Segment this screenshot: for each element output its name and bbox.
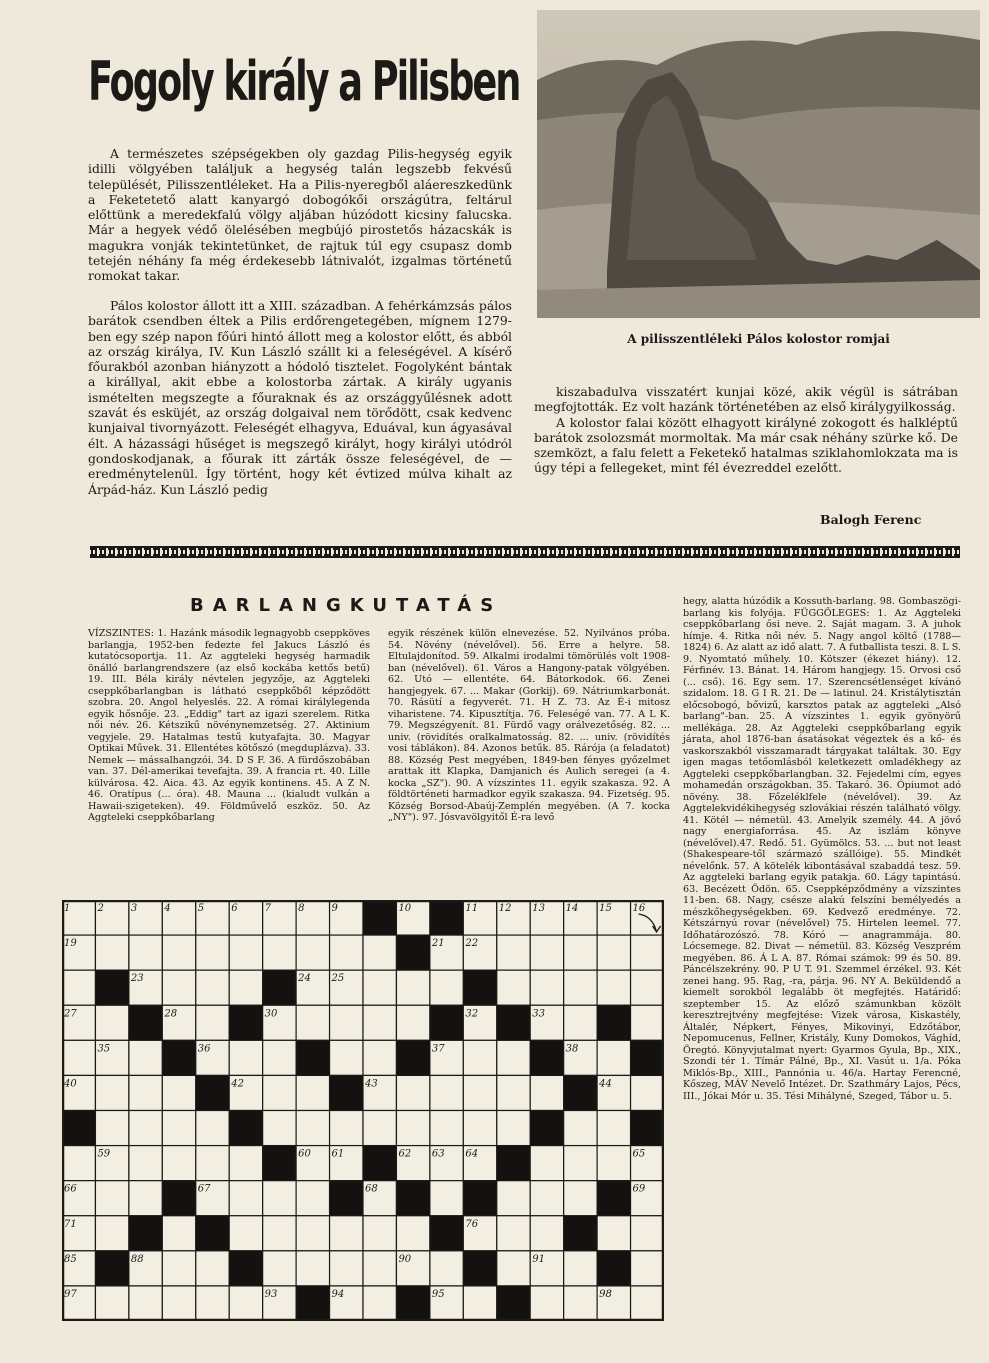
grid-block [463,1181,496,1216]
cell-number: 1 [64,903,71,914]
cell-number: 69 [632,1183,646,1195]
cell-number: 25 [331,973,345,985]
grid-cell[interactable] [597,1040,630,1075]
cell-number: 62 [398,1148,412,1160]
grid-cell[interactable] [296,1251,329,1286]
cell-number: 22 [465,938,479,950]
grid-cell[interactable] [263,1075,296,1110]
grid-cell[interactable] [129,1111,162,1146]
cell-number: 95 [431,1288,445,1300]
cell-number: 4 [164,903,171,914]
grid-cell[interactable] [95,1075,128,1110]
cell-number: 32 [465,1008,479,1020]
grid-cell[interactable] [162,1286,195,1321]
grid-block [497,1286,530,1321]
grid-cell[interactable] [363,935,396,970]
grid-cell[interactable] [564,1181,597,1216]
cell-number: 7 [264,903,272,914]
grid-cell[interactable] [463,1040,496,1075]
cell-number: 24 [298,973,311,985]
cell-number: 43 [365,1078,378,1090]
grid-cell[interactable] [564,935,597,970]
cell-number: 97 [64,1288,77,1300]
grid-cell[interactable] [430,970,463,1005]
grid-block [564,1216,597,1251]
grid-cell[interactable] [597,970,630,1005]
cell-number: 65 [632,1148,646,1160]
grid-cell[interactable] [363,1040,396,1075]
grid-cell[interactable] [530,1216,563,1251]
cell-number: 63 [431,1148,445,1160]
grid-cell[interactable] [196,1005,229,1040]
cell-number: 91 [532,1253,545,1265]
grid-cell[interactable] [62,970,95,1005]
grid-block [597,1005,630,1040]
cell-number: 19 [64,938,77,950]
grid-cell[interactable] [497,970,530,1005]
grid-cell[interactable] [497,1075,530,1110]
grid-cell[interactable] [564,1111,597,1146]
grid-block [396,1286,429,1321]
crossword-grid[interactable] [62,900,664,1321]
grid-block [430,900,463,935]
grid-cell[interactable] [162,1146,195,1181]
grid-cell[interactable] [263,1111,296,1146]
grid-block [263,1146,296,1181]
grid-cell[interactable] [162,935,195,970]
grid-cell[interactable] [162,970,195,1005]
grid-block [129,1216,162,1251]
grid-cell[interactable] [129,1146,162,1181]
cell-number: 37 [431,1043,445,1055]
cell-number: 3 [130,903,138,914]
cell-number: 33 [532,1008,545,1020]
clues-column-3: hegy, alatta húzódik a Kossuth-barlang. 98. Gombaszögi-barlang kis folyója. FÜGGŐLEGES: 1. Az Aggteleki cseppkőbarlang ősi neve. 2. Saját magam. 3. A juhok hímje. 4. Ritka női név. 5. Nagy angol költő (1788—1824) 6. Az alatt az idő alatt. 7. A futballista teszi. 8. L S. 9. Nyomtató műhely. 10. Kötszer (ékezet hiány). 12. Férfinév. 13. Bánat. 14. Három hangjegy. 15. Orvosi cső (... cső). 16. Egy sem. 17. Szerencsétlenséget kívánó szidalom. 18. G I R. 21. De — latinul. 24. Kristálytisztán előcsobogó, bővizű, karsztos patak az aggteleki „Alsó barlang"-ban. 25. A vízszintes 1. egyik gyönyörű mellékága. 28. Az Aggteleki cseppkőbarlang egyik járata, ahol 1876-ban ásatásokat végeztek és a kő- és vaskorszakból visszamaradt tárgyakat találtak. 30. Egy igen magas tetőomlásból keletkezett omladékhegy az Aggteleki cseppkőbarlangban. 32. Fejedelmi cím, egyes mohamedán országokban. 35. Takaró. 36. Ópiumot adó növény. 38. Főzeléklfele (névelővel). 39. Az Aggtelekvidékihegység szlovákiai részén található völgy. 41. Kötél — németül. 43. Amelyik személy. 44. A jövő nagy energiaforrása. 45. Az iszlám könyve (névelővel).47. Redő. 51. Gyümölcs. 53. ... but not least (Shakespeare-től származó szállóige). 55. Mindkét névelőnk. 57. A kötelék kibontásával szabaddá tesz. 59. Az aggteleki barlang egyik patakja. 60. Lágy tapintású. 63. Becézett Ödön. 65. Cseppképződmény a vízszintes 11-ben. 68. Nagy, csésze alakú felszíni bemélyedés a mészkőhegységekben. 69. Kedvező eredménye. 72. Kétszárnyú rovar (névelővel) 75. Hirtelen leemel. 77. Időhatározószó. 78. Kóró — anagrammája. 80. Lócsemege. 82. Divat — németül. 83. Község Veszprém megyében. 86. Á L A. 87. Római számok: 99 és 50. 89. Páncélszekrény. 90. P U T. 91. Szemmel érzékel. 93. Két zenei hang. 95. Rag, -ra, párja. 96. NY A. Beküldendő a kiemelt sorokból legalább öt megfejtés. Határidő: szeptember 15. Az előző számunkban közölt keresztrejtvény megfejtése: Vizek városa, Kiskastély, Általér, Népkert, Fényes, Mikovinyi, Edzőtábor, Nepomucenus, Fellner, Kristály, Kuny Domokos, Vághíd, Öregtó. Könyvjutalmat nyert: Gyarmos Gyula, Bp., XIX., Szondi tér 1. Tímár Pálné, Bp., XI. Vasút u. 1/a. Póka Miklós-Bp., XIII., Pannónia u. 46/a. Hartay Ferencné, Kőszeg, MÁV Nevelő Intézet. Dr. Szathmáry Lajos, Pécs, III., Jókai Mór u. 35. Tési Mihályné, Szeged, Tábor u. 5. [683,596,961,1102]
cell-number: 10 [398,903,412,914]
cell-number: 61 [331,1148,345,1160]
grid-cell[interactable] [363,1286,396,1321]
grid-block [497,1005,530,1040]
grid-cell[interactable] [631,1005,664,1040]
grid-cell[interactable] [296,1181,329,1216]
grid-cell[interactable] [95,1005,128,1040]
grid-cell[interactable] [330,935,363,970]
grid-cell[interactable] [463,1111,496,1146]
grid-cell[interactable] [564,970,597,1005]
grid-cell[interactable] [497,1251,530,1286]
grid-block [95,970,128,1005]
grid-cell[interactable] [263,1216,296,1251]
grid-cell[interactable] [396,1075,429,1110]
cell-number: 71 [64,1218,77,1230]
grid-cell[interactable] [430,1075,463,1110]
grid-cell[interactable] [330,1111,363,1146]
grid-block [129,1005,162,1040]
grid-cell[interactable] [229,1040,262,1075]
cell-number: 21 [431,938,445,950]
grid-cell[interactable] [129,935,162,970]
grid-cell[interactable] [631,1216,664,1251]
grid-cell[interactable] [564,1286,597,1321]
cell-number: 85 [64,1253,77,1265]
cell-number: 2 [97,903,104,914]
grid-cell[interactable] [263,1040,296,1075]
cell-number: 67 [197,1183,211,1195]
grid-block [497,1146,530,1181]
grid-cell[interactable] [631,1286,664,1321]
grid-cell[interactable] [196,970,229,1005]
grid-block [229,1251,262,1286]
grid-cell[interactable] [162,1111,195,1146]
cell-number: 60 [298,1148,311,1160]
grid-cell[interactable] [363,1216,396,1251]
grid-cell[interactable] [530,1146,563,1181]
grid-block [330,1075,363,1110]
cell-number: 30 [264,1008,278,1020]
clues-column-1: VÍZSZINTES: 1. Hazánk második legnagyobb cseppköves barlangja, 1952-ben fedezte fel Jakucs László és kutatócsoportja. 11. Az aggteleki hegység harmadik önálló barlangrendszere (az első kockába kettős betű) 19. III. Béla király névtelen jegyzője, az Aggteleki cseppkőbarlangban is látható cseppkőből képződött szobra. 20. Angol helyeslés. 22. A római királylegenda egyik hősnője. 23. „Eddig" tart az igazi szerelem. Ritka női név. 26. Kétszikű növénynemzetség. 27. Aktinium vegyjele. 29. Hatalmas testű kutyafajta. 30. Magyar Optikai Művek. 31. Ellentétes kötőszó (megduplázva). 33. Nemek — mássalhangzói. 34. D S F. 36. A fürdőszobában van. 37. Dél-amerikai tevefajta. 39. A francia rt. 40. Lille külvárosa. 42. Aica. 43. Az egyik kontinens. 45. A Z N. 46. Oratípus (... óra). 48. Mauna ... (kialudt vulkán a Hawaii-szigeteken). 49. Földművelő eszköz. 50. Az Aggteleki cseppkőbarlang [88,628,370,823]
cell-number: 76 [465,1218,479,1230]
grid-cell[interactable] [330,1216,363,1251]
cell-number: 35 [97,1043,111,1055]
grid-cell[interactable] [530,1181,563,1216]
grid-cell[interactable] [597,1146,630,1181]
grid-cell[interactable] [263,1251,296,1286]
grid-cell[interactable] [497,1181,530,1216]
grid-cell[interactable] [430,1251,463,1286]
grid-cell[interactable] [296,1005,329,1040]
grid-cell[interactable] [129,1286,162,1321]
photo-caption: A pilisszentléleki Pálos kolostor romjai [627,332,890,346]
grid-cell[interactable] [530,1286,563,1321]
grid-cell[interactable] [530,935,563,970]
grid-cell[interactable] [330,1251,363,1286]
grid-cell[interactable] [363,1005,396,1040]
grid-cell[interactable] [263,1181,296,1216]
cell-number: 6 [231,903,238,914]
grid-cell[interactable] [129,1040,162,1075]
grid-cell[interactable] [530,970,563,1005]
article-column-top [88,146,512,284]
clues-column-2: egyik részének külön elnevezése. 52. Nyilvános próba. 54. Növény (névelővel). 56. Erre a helyre. 58. Eltulajdonítod. 59. Alkalmi irodalmi tömörülés volt 1908-ban (névelővel). 61. Város a Hangony-patak völgyében. 62. Utó — ellentéte. 64. Bátorkodok. 66. Zenei hangjegyek. 67. ... Makar (Gorkij). 69. Nátriumkarbonát. 70. Rásütí a fegyverét. 71. H Z. 73. Az É-i mitosz viharistene. 74. Kipusztítja. 76. Feleségé van. 77. A L K. 79. Megszégyenít. 81. Fürdő vagy orálvezetőség. 82. ... univ. (rövidítés oralkalmatosság. 82. ... univ. (rövidítés vosi táblákon). 84. Azonos betűk. 85. Rárója (a feladatot) 88. Község Pest megyében, 1849-ben fényes győzelmet arattak itt Klapka, Damjanich és Aulich seregei (a 4. kocka „SZ"). 90. A vízszintes 11. egyik szakasza. 92. A földtörténeti harmadkor egyik szakasza. 94. Fizetség. 95. Község Borsod-Abaúj-Zemplén megyében. (A 7. kocka „NY"). 97. Jósvavölgyitől É-ra levő [388,628,670,823]
grid-cell[interactable] [497,1216,530,1251]
grid-cell[interactable] [196,1251,229,1286]
grid-cell[interactable] [229,1216,262,1251]
grid-cell[interactable] [497,1040,530,1075]
cell-number: 28 [164,1008,178,1020]
grid-block [430,1216,463,1251]
cell-number: 66 [64,1183,77,1195]
grid-cell[interactable] [564,1146,597,1181]
grid-cell[interactable] [162,1075,195,1110]
grid-block [430,1005,463,1040]
grid-cell[interactable] [396,1111,429,1146]
article-paragraph-4: A kolostor falai között elhagyott királyné zokogott és halkléptű barátok zsolozsmát mormoltak. Ma már csak néhány szürke kő. De szemközt, a falu felett a Feketekő hatalmas sziklahomlokzata ma is úgy tépi a fellegeket, mint fél évezreddel ezelőtt. [534,414,958,476]
grid-block [631,1040,664,1075]
cell-number: 36 [197,1043,211,1055]
cell-number: 42 [231,1078,244,1090]
grid-cell[interactable] [631,1251,664,1286]
grid-block [229,1111,262,1146]
grid-block [564,1075,597,1110]
cell-number: 12 [498,903,512,914]
grid-cell[interactable] [330,1040,363,1075]
grid-cell[interactable] [95,1216,128,1251]
grid-block [530,1040,563,1075]
grid-cell[interactable] [631,1075,664,1110]
grid-block [396,1040,429,1075]
grid-block [530,1111,563,1146]
grid-block [162,1040,195,1075]
grid-block [363,900,396,935]
grid-cell[interactable] [229,970,262,1005]
grid-cell[interactable] [564,1005,597,1040]
grid-cell[interactable] [396,970,429,1005]
grid-cell[interactable] [196,1111,229,1146]
grid-cell[interactable] [463,1075,496,1110]
grid-cell[interactable] [162,1216,195,1251]
grid-cell[interactable] [62,1040,95,1075]
grid-cell[interactable] [296,1075,329,1110]
grid-cell[interactable] [129,1075,162,1110]
article-paragraph-2: Pálos kolostor állott itt a XIII. században. A fehérkámzsás pálos barátok csendben éltek a Pilis erdőrengetegében, mígnem 1279-ben egy szép napon főúri hintó állott meg a kolostor előtt, és abból az ország királya, IV. Kun László szállt ki a feleségével. A kísérő főurakból azonban hiányzott a hódoló tisztelet. Fogolyként bántak a királlyal, akit ebbe a kolostorba zártak. A király ugyanis ismételten megszegte a főuraknak és az országgyűlésnek adott szavát és esküjét, az ország dolgaival nem törődött, csak kedvenc kunjaival tivornyázott. Feleségét elhagyva, Eduával, kun ágyasával élt. A házassági hűséget is megszegő királyt, hogy királyi utódról gondoskodjanak, a főurak itt zárták össze feleségével, de — eredménytelenül. Így történt, hogy két évtized múlva kihalt az Árpád-ház. Kun László pedig [88,298,512,497]
grid-block [229,1005,262,1040]
grid-block [263,970,296,1005]
grid-cell[interactable] [95,935,128,970]
grid-cell[interactable] [229,1286,262,1321]
grid-cell[interactable] [229,1146,262,1181]
cell-number: 14 [565,903,579,914]
grid-cell[interactable] [296,1216,329,1251]
cell-number: 68 [365,1183,378,1195]
article-paragraph-1: A természetes szépségekben oly gazdag Pilis-hegység egyik idilli völgyében találjuk a hegység talán legszebb fekvésű települését, Pilisszentléleket. Ha a Pilis-nyeregből aláereszkedünk a Feketetető alatt kanyargó dobogókői országútra, feltárul előttünk a meredekfalú völgy aljában húzódott kicsiny falucska. Már a hegyek védő ölelésében megbújó pirostetős házacskák is magukra vonják tekintetünket, de rajtuk túl egy csupasz domb tetején néhány fa még érdekesebb látnivalót, izgalmas történetű romokat takar. [88,146,512,284]
grid-block [296,1286,329,1321]
cell-number: 13 [532,903,545,914]
cell-number: 27 [64,1008,77,1020]
grid-block [463,970,496,1005]
grid-cell[interactable] [229,1181,262,1216]
article-paragraph-3: kiszabadulva visszatért kunjai közé, akik végül is sátrában megfojtották. Ez volt hazánk történetében az első királygyilkosság. [534,384,958,415]
article-title: Fogoly király a Pilisben [88,50,520,113]
grid-cell[interactable] [430,1111,463,1146]
grid-block [396,1181,429,1216]
grid-cell[interactable] [564,1251,597,1286]
grid-cell[interactable] [229,935,262,970]
grid-cell[interactable] [497,1111,530,1146]
grid-cell[interactable] [597,1216,630,1251]
cell-number: 16 [632,903,646,914]
cell-number: 15 [599,903,612,914]
cell-number: 8 [298,903,305,914]
grid-block [296,1040,329,1075]
author-signature: Balogh Ferenc [820,512,922,527]
grid-block [597,1181,630,1216]
cell-number: 40 [64,1078,77,1090]
cell-number: 59 [97,1148,111,1160]
grid-cell[interactable] [631,970,664,1005]
crossword-title: BARLANGKUTATÁS [190,595,503,616]
grid-block [330,1181,363,1216]
cell-number: 38 [565,1043,579,1055]
crossword-grid-svg[interactable] [62,900,664,1321]
grid-block [363,1146,396,1181]
cell-number: 98 [599,1288,612,1300]
grid-cell[interactable] [497,935,530,970]
grid-cell[interactable] [196,1286,229,1321]
grid-cell[interactable] [95,1286,128,1321]
grid-block [631,1111,664,1146]
cell-number: 93 [264,1288,278,1300]
cell-number: 9 [331,903,338,914]
grid-cell[interactable] [463,1286,496,1321]
cell-number: 11 [465,903,479,914]
grid-cell[interactable] [396,1216,429,1251]
grid-cell[interactable] [597,935,630,970]
grid-block [597,1251,630,1286]
article-column-left [88,298,512,497]
grid-block [196,1075,229,1110]
grid-cell[interactable] [530,1075,563,1110]
grid-cell[interactable] [263,935,296,970]
grid-cell[interactable] [363,970,396,1005]
cell-number: 44 [599,1078,612,1090]
grid-cell[interactable] [196,935,229,970]
grid-cell[interactable] [62,1146,95,1181]
cell-number: 88 [130,1253,144,1265]
cell-number: 5 [197,903,205,914]
grid-block [196,1216,229,1251]
cell-number: 94 [331,1288,345,1300]
grid-cell[interactable] [363,1111,396,1146]
grid-block [62,1111,95,1146]
grid-cell[interactable] [597,1111,630,1146]
grid-cell[interactable] [162,1251,195,1286]
grid-cell[interactable] [430,1181,463,1216]
grid-cell[interactable] [196,1146,229,1181]
grid-block [95,1251,128,1286]
ruins-photo-illustration [537,10,980,318]
grid-cell[interactable] [296,1111,329,1146]
cell-number: 23 [130,973,144,985]
cell-number: 64 [465,1148,479,1160]
grid-cell[interactable] [95,1111,128,1146]
grid-block [396,935,429,970]
grid-cell[interactable] [363,1251,396,1286]
grid-cell[interactable] [296,935,329,970]
ornamental-divider [90,546,960,558]
article-column-right [534,384,958,476]
ruins-photo [537,10,980,318]
grid-cell[interactable] [129,1181,162,1216]
grid-cell[interactable] [330,1005,363,1040]
grid-cell[interactable] [95,1181,128,1216]
grid-block [463,1251,496,1286]
cell-number: 90 [398,1253,412,1265]
grid-cell[interactable] [631,935,664,970]
grid-block [162,1181,195,1216]
grid-cell[interactable] [396,1005,429,1040]
